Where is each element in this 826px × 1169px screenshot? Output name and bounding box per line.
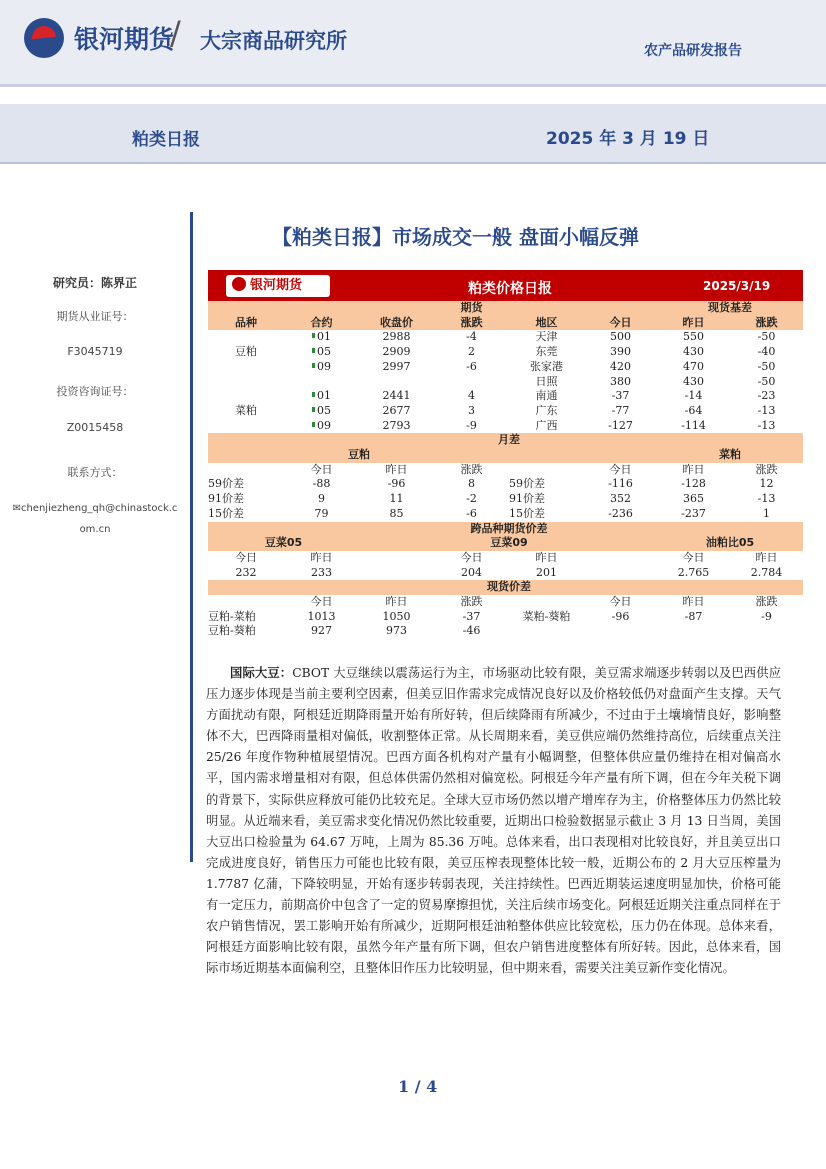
subheader-row: [208, 463, 803, 478]
table-row: [208, 566, 803, 581]
table-cell: 涨跌: [460, 315, 483, 329]
table-cell: -14: [684, 389, 703, 403]
consult-number: Z0015458: [66, 421, 124, 434]
table-cell: -6: [466, 359, 477, 373]
table-cell: 豆粕-菜粕: [208, 609, 256, 623]
table-cell: 东莞: [535, 345, 558, 359]
table-cell: 8: [468, 477, 475, 491]
table-cell: 01: [284, 330, 359, 345]
table-cell: 1050: [382, 609, 411, 623]
table-row: [208, 330, 803, 345]
paragraph-text: CBOT 大豆继续以震荡运行为主，市场驱动比较有限，美豆需求端逐步转弱以及巴西供应压力逐步体现是当前主要利空因素，但美豆旧作需求完成情况良好以及价格较低仍对盘面产生支撑。天气方面扰动有限，阿根廷近期降雨量开始有所好转，但后续降雨有所减少，不过由于土壤墒情良好，影响整体不大，巴西降雨量相对偏低，收割整体正常。从长周期来看，美豆供应端仍然维持高位，后续重点关注 25/26 年度作物种植展望情况。巴西方面各机构对产量有小幅调整，但整体供应量仍维持在相对偏高水平，国内需求增量相对有限，但总体供需仍然相对偏宽松。阿根廷今年产量有所下调，但在今年关税下调的背景下，实际供应释放可能仍比较充足。全球大豆市场仍然以增产增库存为主，价格整体压力仍然比较明显。从近端来看，美豆需求变化情况仍然比较重要，近期出口检验数据显示截止 3 月 13 日当周，美国大豆出口检验量为 64.67 万吨，上周为 85.36 万吨。总体来看，出口表现相对比较良好，并且美豆出口完成进度良好，销售压力可能也比较有限，美豆压榨表现整体比较一般，近期公布的 2 月大豆压榨量为 1.7787 亿蒲，下降较明显，开始有逐步转弱表现，关注持续性。巴西近期装运速度明显加快，价格可能有一定压力，前期高价中包含了一定的贸易摩擦担忧，关注后续市场变化。阿根廷近期关注重点同样在于农户销售情况，罢工影响开始有所减少，近期阿根廷油粕整体供应比较宽松，压力仍在体现。总体来看，阿根廷方面影响比较有限，虽然今年产量有所下调，但农户销售进度整体有所好转。因此，总体来看，国际市场近期基本面偏利空，且整体旧作压力比较明显，但中期来看，需要关注美豆新作变化情况。: [206, 666, 781, 976]
section-header: [208, 448, 803, 463]
table-cell: 期货: [460, 301, 483, 314]
table-row: [208, 404, 803, 419]
table-cell: 420: [610, 359, 631, 373]
table-cell: [434, 448, 657, 463]
table-cell: 豆粕-葵粕: [208, 624, 256, 638]
table-row: [208, 375, 803, 390]
license-label: 期货从业证号：: [56, 310, 134, 323]
contact-email[interactable]: ✉chenjiezheng_qh@chinastock.c: [12, 503, 178, 514]
mail-icon: ✉: [12, 503, 21, 514]
table-cell: 1: [763, 506, 770, 520]
section-header: [208, 433, 803, 448]
report-type: 农产品研发报告: [644, 43, 742, 59]
table-cell: -13: [757, 492, 776, 506]
table-row: [208, 389, 803, 404]
table-cell: 15价差: [208, 506, 244, 520]
flag-icon: [312, 422, 315, 427]
table-cell: -87: [684, 609, 703, 623]
table-cell: 85: [389, 506, 404, 520]
table-cell: 日照: [535, 374, 558, 388]
section-header: [208, 580, 803, 595]
table-cell: [284, 375, 359, 390]
table-cell: 232: [235, 565, 257, 579]
table-cell: 9: [318, 492, 325, 506]
table-cell: 390: [610, 345, 631, 359]
table-cell: 菜粕-葵粕: [522, 609, 571, 623]
table-cell: 3: [468, 403, 475, 417]
section-header: [208, 301, 803, 316]
table-cell: 2997: [382, 359, 411, 373]
table-row: [208, 419, 803, 434]
table-cell: 豆粕: [348, 448, 370, 462]
table-cell: [509, 301, 657, 316]
table-cell: 91价差: [509, 492, 545, 506]
license-number: F3045719: [67, 345, 123, 358]
table-cell: -40: [757, 345, 776, 359]
table-cell: [359, 566, 434, 581]
table-cell: -13: [757, 418, 776, 432]
contact-email-cont[interactable]: om.cn: [79, 524, 111, 535]
paragraph-lead: 国际大豆：: [230, 666, 293, 680]
table-cell: 550: [683, 330, 704, 344]
table-cell: 2909: [382, 345, 411, 359]
table-row: [208, 624, 803, 639]
table-cell: 昨日: [682, 462, 705, 476]
table-cell: [208, 375, 284, 390]
subheader-row: [208, 595, 803, 610]
section-header: [208, 536, 803, 551]
table-cell: 涨跌: [755, 462, 778, 476]
table-cell: 合约: [310, 315, 333, 329]
table-cell: -237: [681, 506, 706, 520]
table-cell: 涨跌: [460, 595, 483, 609]
table-cell: [208, 580, 434, 595]
table-row: [208, 360, 803, 375]
table-cell: -116: [608, 477, 633, 491]
flag-icon: [312, 363, 315, 368]
table-title: 粕类价格日报: [468, 281, 552, 297]
table-cell: [208, 360, 284, 375]
subheader-divider: [0, 162, 826, 164]
analysis-paragraph: [206, 663, 781, 979]
table-cell: [509, 624, 584, 639]
table-cell: -46: [462, 624, 481, 638]
table-cell: [584, 536, 657, 551]
table-cell: -4: [466, 330, 477, 344]
table-cell: 南通: [535, 389, 558, 403]
table-cell: 973: [386, 624, 407, 638]
article-title: 【粕类日报】市场成交一般 盘面小幅反弹: [272, 225, 639, 249]
table-cell: -9: [466, 418, 477, 432]
table-cell: 430: [683, 374, 704, 388]
table-cell: 09: [284, 419, 359, 434]
institute-name: 大宗商品研究所: [200, 29, 347, 53]
table-cell: -50: [757, 374, 776, 388]
table-date: 2025/3/19: [703, 279, 771, 293]
table-row: [208, 345, 803, 360]
table-cell: 今日: [682, 550, 705, 564]
table-cell: 张家港: [530, 359, 563, 373]
table-cell: 380: [610, 374, 631, 388]
subheader-row: [208, 551, 803, 566]
table-cell: -127: [608, 418, 633, 432]
table-cell: -64: [684, 403, 703, 417]
table-cell: 2988: [382, 330, 411, 344]
table-cell: [730, 624, 803, 639]
table-cell: 广东: [535, 403, 558, 417]
table-cell: [584, 624, 657, 639]
table-cell: 12: [759, 477, 774, 491]
table-cell: 豆菜09: [490, 536, 528, 550]
table-cell: 352: [610, 492, 631, 506]
table-cell: 927: [311, 624, 332, 638]
consult-label: 投资咨询证号：: [56, 385, 134, 398]
page-number: 1 / 4: [398, 1077, 438, 1096]
table-cell: 1013: [307, 609, 336, 623]
table-cell: 涨跌: [755, 595, 778, 609]
table-cell: 01: [284, 389, 359, 404]
price-table: [208, 270, 803, 639]
table-cell: [359, 375, 434, 390]
researcher-name: 研究员：陈界正: [52, 276, 137, 290]
table-cell: 4: [468, 389, 475, 403]
logo-icon: [232, 277, 246, 291]
table-cell: [208, 389, 284, 404]
table-cell: 今日: [310, 462, 333, 476]
table-cell: 昨日: [682, 315, 705, 329]
table-cell: 豆菜05: [264, 536, 303, 550]
table-cell: 月差: [498, 433, 520, 447]
table-cell: 2677: [382, 403, 411, 417]
table-cell: 昨日: [755, 550, 778, 564]
table-cell: 2: [468, 345, 475, 359]
table-cell: [208, 595, 284, 610]
table-cell: 2793: [382, 418, 411, 432]
table-cell: 2.784: [750, 565, 783, 579]
column-header: [208, 316, 803, 331]
table-cell: 今日: [310, 595, 333, 609]
table-cell: 204: [461, 565, 482, 579]
table-cell: -6: [466, 506, 477, 520]
contact-label: 联系方式：: [67, 466, 123, 479]
table-cell: 15价差: [509, 506, 545, 520]
company-logo-text: 银河期货: [74, 25, 175, 54]
table-cell: 收盘价: [380, 315, 413, 329]
table-cell: [584, 522, 803, 537]
table-cell: [208, 330, 284, 345]
table-row: [208, 507, 803, 522]
table-cell: -37: [611, 389, 630, 403]
table-cell: [584, 433, 803, 448]
table-cell: 91价差: [208, 492, 244, 506]
table-cell: [208, 419, 284, 434]
table-cell: [208, 448, 284, 463]
section-header: [208, 522, 803, 537]
table-cell: 79: [314, 506, 329, 520]
table-cell: 今日: [460, 550, 483, 564]
table-cell: 11: [389, 492, 404, 506]
table-cell: -96: [611, 609, 630, 623]
table-cell: 菜粕: [719, 448, 741, 462]
table-cell: 2.765: [677, 565, 710, 579]
table-cell: 涨跌: [460, 462, 483, 476]
table-cell: [584, 580, 803, 595]
table-cell: [208, 301, 284, 316]
table-cell: [208, 522, 434, 537]
table-cell: 今日: [235, 550, 257, 564]
table-cell: 今日: [609, 462, 632, 476]
table-cell: [584, 551, 657, 566]
table-cell: -50: [757, 359, 776, 373]
table-cell: 昨日: [385, 462, 408, 476]
table-cell: -23: [757, 389, 776, 403]
table-cell: 跨品种期货价差: [470, 521, 548, 535]
table-cell: 470: [683, 359, 704, 373]
table-cell: [509, 463, 584, 478]
table-cell: [359, 536, 434, 551]
table-cell: 59价差: [509, 477, 545, 491]
table-cell: 现货基差: [708, 301, 752, 314]
table-cell: -13: [757, 403, 776, 417]
table-cell: [284, 301, 434, 316]
table-cell: 天津: [535, 330, 558, 344]
table-cell: 昨日: [310, 550, 333, 564]
company-logo-icon: [24, 18, 64, 58]
report-name: 粕类日报: [132, 130, 200, 150]
table-cell: [208, 433, 434, 448]
report-date: 2025 年 3 月 19 日: [546, 129, 710, 149]
table-cell: 昨日: [385, 595, 408, 609]
table-cell: 品种: [235, 315, 257, 329]
table-cell: 今日: [609, 315, 632, 329]
table-cell: -128: [681, 477, 706, 491]
table-cell: 59价差: [208, 477, 244, 491]
table-cell: 昨日: [682, 595, 705, 609]
table-row: [208, 610, 803, 625]
table-cell: 昨日: [535, 550, 558, 564]
table-cell: 油粕比05: [705, 536, 755, 550]
table-cell: -96: [387, 477, 406, 491]
table-cell: 201: [536, 565, 557, 579]
table-cell: -236: [608, 506, 633, 520]
table-row: [208, 492, 803, 507]
table-titlebar: [208, 270, 803, 301]
table-cell: -50: [757, 330, 776, 344]
flag-icon: [312, 407, 315, 412]
header-divider: [0, 84, 826, 87]
table-cell: 菜粕: [235, 403, 257, 417]
table-cell: -77: [611, 403, 630, 417]
table-logo: 银河期货: [226, 275, 330, 297]
flag-icon: [312, 333, 315, 338]
table-cell: 09: [284, 360, 359, 375]
table-cell: [359, 551, 434, 566]
table-cell: 05: [284, 345, 359, 360]
flag-icon: [312, 348, 315, 353]
table-cell: 365: [683, 492, 704, 506]
price-grid: [208, 301, 803, 639]
table-cell: 豆粕: [235, 345, 257, 359]
content-divider: [190, 212, 193, 862]
table-cell: -9: [761, 609, 772, 623]
table-cell: -37: [462, 609, 481, 623]
table-row: [208, 477, 803, 492]
table-cell: 地区: [535, 315, 558, 329]
table-cell: [434, 375, 509, 390]
table-cell: [208, 463, 284, 478]
table-cell: [657, 624, 730, 639]
flag-icon: [312, 392, 315, 397]
table-cell: 今日: [609, 595, 632, 609]
table-cell: 05: [284, 404, 359, 419]
table-cell: -2: [466, 492, 477, 506]
table-cell: 2441: [382, 389, 411, 403]
table-cell: 涨跌: [755, 315, 778, 329]
table-cell: [509, 595, 584, 610]
table-cell: -88: [312, 477, 331, 491]
table-cell: 广西: [535, 418, 558, 432]
table-cell: 500: [610, 330, 631, 344]
table-cell: 现货价差: [487, 580, 531, 594]
table-cell: -114: [681, 418, 706, 432]
table-cell: 233: [311, 565, 332, 579]
table-cell: [584, 566, 657, 581]
table-cell: 430: [683, 345, 704, 359]
header-separator: /: [170, 14, 181, 52]
